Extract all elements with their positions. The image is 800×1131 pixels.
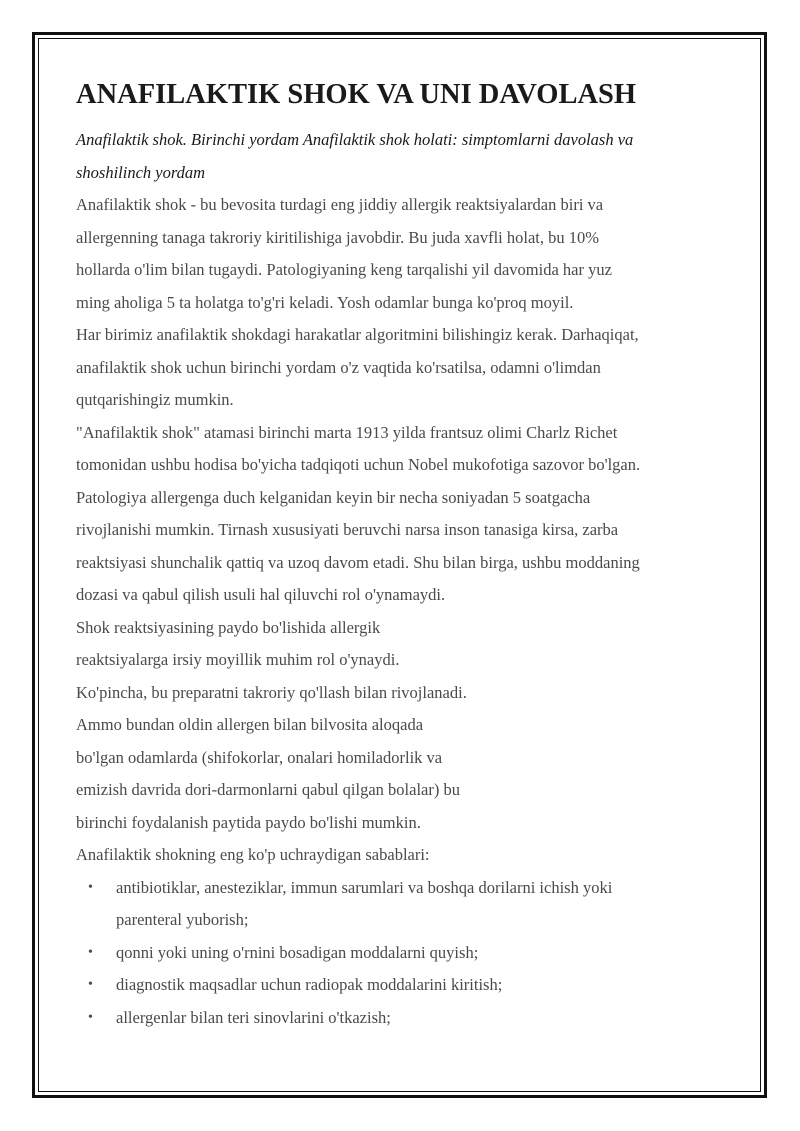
body-line: allergenning tanaga takroriy kiritilishiga javobdir. Bu juda xavfli holat, bu 10% <box>76 227 599 247</box>
body-line: birinchi foydalanish paytida paydo bo'lishi mumkin. <box>76 812 421 832</box>
causes-list <box>76 872 736 1035</box>
list-item-line: parenteral yuborish; <box>116 910 249 929</box>
list-item-line: allergenlar bilan teri sinovlarini o'tkazish; <box>116 1007 391 1027</box>
list-item-line: qonni yoki uning o'rnini bosadigan moddalarni quyish; <box>116 942 479 962</box>
body-line: Har birimiz anafilaktik shokdagi harakatlar algoritmini bilishingiz kerak. Darhaqiqat, <box>76 325 639 344</box>
body-line: tomonidan ushbu hodisa bo'yicha tadqiqoti uchun Nobel mukofotiga sazovor bo'lgan. <box>76 455 641 474</box>
document-content <box>76 76 736 1034</box>
list-item <box>76 1002 736 1035</box>
list-item <box>76 969 736 1002</box>
body-line: reaktsiyalarga irsiy moyillik muhim rol o'ynaydi. <box>76 650 400 669</box>
list-item-line: diagnostik maqsadlar uchun radiopak moddalarini kiritish; <box>116 975 503 994</box>
subtitle-line: shoshilinch yordam <box>76 162 206 182</box>
body-line: reaktsiyasi shunchalik qattiq va uzoq davom etadi. Shu bilan birga, ushbu moddaning <box>76 552 640 572</box>
list-item <box>76 937 736 970</box>
body-text <box>76 189 736 872</box>
body-line: Ko'pincha, bu preparatni takroriy qo'llash bilan rivojlanadi. <box>76 682 467 702</box>
body-line: hollarda o'lim bilan tugaydi. Patologiyaning keng tarqalishi yil davomida har yuz <box>76 260 612 279</box>
document-title: ANAFILAKTIK SHOK VA UNI DAVOLASH <box>76 79 637 110</box>
list-item-line: antibiotiklar, anesteziklar, immun sarumlari va boshqa dorilarni ichish yoki <box>116 877 613 897</box>
bullet-icon: • <box>88 879 93 895</box>
bullet-icon: • <box>88 977 93 992</box>
body-line: qutqarishingiz mumkin. <box>76 390 234 409</box>
document-subtitle <box>76 124 736 189</box>
body-line: emizish davrida dori-darmonlarni qabul qilgan bolalar) bu <box>76 780 460 799</box>
bullet-icon: • <box>88 944 93 960</box>
body-line: Shok reaktsiyasining paydo bo'lishida allergik <box>76 617 381 637</box>
subtitle-line: Anafilaktik shok. Birinchi yordam Anafilaktik shok holati: simptomlarni davolash va <box>76 130 634 149</box>
body-line: Anafilaktik shokning eng ko'p uchraydigan sabablari: <box>76 845 430 864</box>
body-line: anafilaktik shok uchun birinchi yordam o'z vaqtida ko'rsatilsa, odamni o'limdan <box>76 357 601 377</box>
body-line: dozasi va qabul qilish usuli hal qiluvchi rol o'ynamaydi. <box>76 585 446 604</box>
body-line: Patologiya allergenga duch kelganidan keyin bir necha soniyadan 5 soatgacha <box>76 487 591 507</box>
body-line: bo'lgan odamlarda (shifokorlar, onalari homiladorlik va <box>76 747 443 767</box>
list-item <box>76 872 736 937</box>
body-line: Anafilaktik shok - bu bevosita turdagi eng jiddiy allergik reaktsiyalardan biri va <box>76 195 604 214</box>
body-line: ming aholiga 5 ta holatga to'g'ri keladi. Yosh odamlar bunga ko'proq moyil. <box>76 292 574 312</box>
body-line: Ammo bundan oldin allergen bilan bilvosita aloqada <box>76 715 424 734</box>
body-line: "Anafilaktik shok" atamasi birinchi marta 1913 yilda frantsuz olimi Charlz Richet <box>76 422 618 442</box>
body-line: rivojlanishi mumkin. Tirnash xususiyati beruvchi narsa inson tanasiga kirsa, zarba <box>76 520 619 539</box>
bullet-icon: • <box>88 1009 93 1025</box>
